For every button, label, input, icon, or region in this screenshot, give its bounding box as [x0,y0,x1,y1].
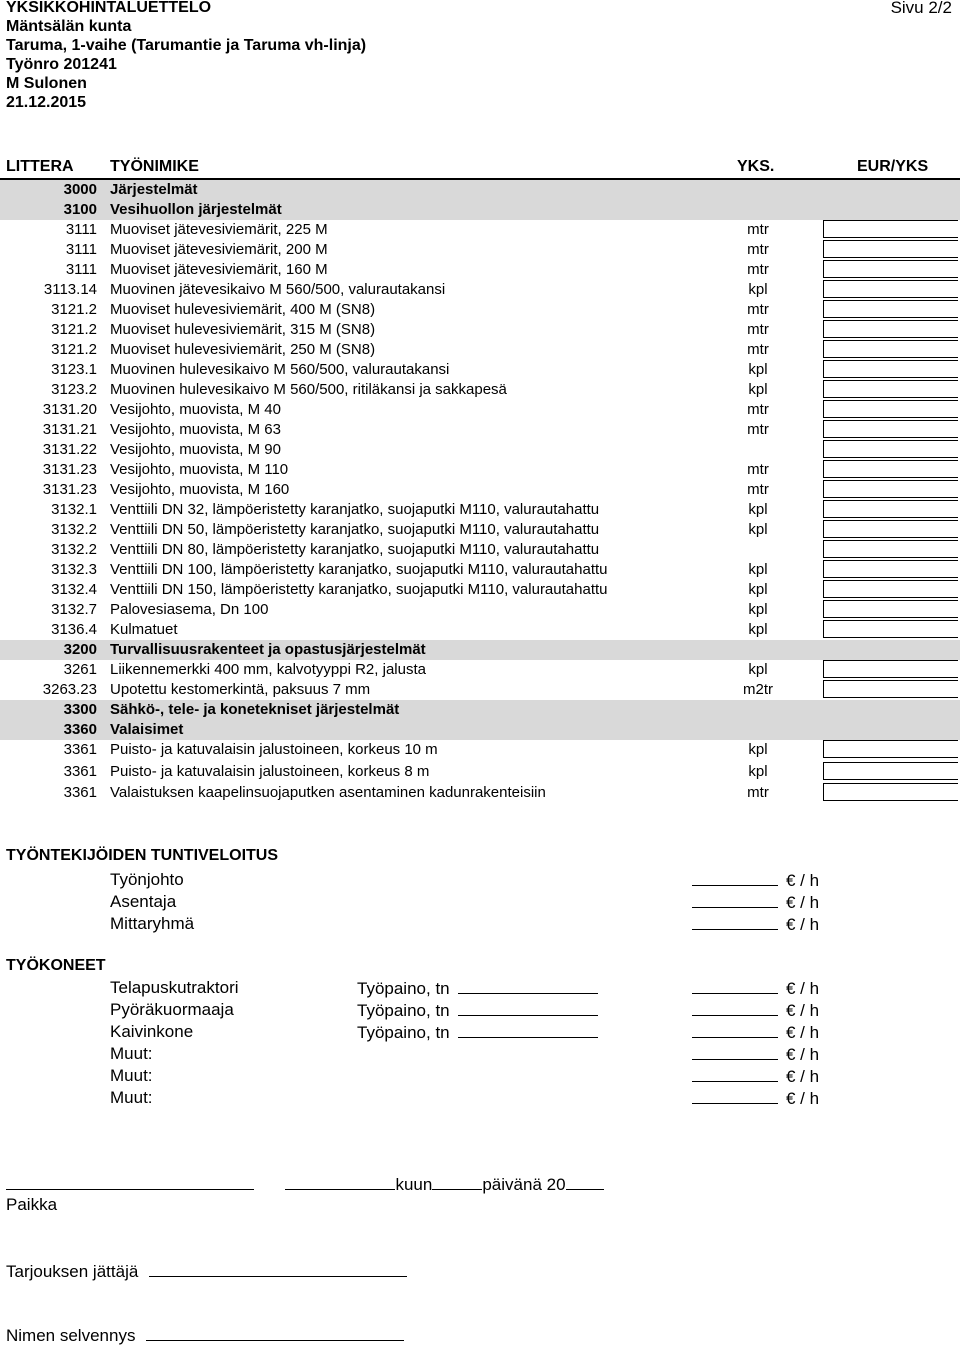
row-title: Vesihuollon järjestelmät [110,201,282,218]
labor-rate [692,914,819,935]
machine-item-label: Kaivinkone [110,1022,194,1041]
row-unit: kpl [748,361,768,378]
row-unit: mtr [747,401,769,418]
labor-section-title: TYÖNTEKIJÖIDEN TUNTIVELOITUS [6,847,279,864]
month-label: kuun [395,1175,433,1194]
row-unit: kpl [748,521,768,538]
table-row [0,580,960,600]
row-code: 3131.20 [42,401,97,418]
row-code: 3261 [63,661,97,678]
table-row [0,560,960,580]
unit-price-field[interactable] [823,280,958,298]
row-title: Muoviset hulevesiviemärit, 250 M (SN8) [110,341,376,358]
row-title: Vesijohto, muovista, M 110 [110,461,289,478]
row-title: Muoviset hulevesiviemärit, 315 M (SN8) [110,321,376,338]
unit-price-field[interactable] [823,420,958,438]
table-row [0,783,960,805]
row-title: Muovinen jätevesikaivo M 560/500, valurautakansi [110,281,446,298]
rate-unit: € / h [786,979,820,998]
machine-weight [357,978,598,999]
weight-label: Työpaino, tn [357,1001,450,1020]
row-title: Vesijohto, muovista, M 63 [110,421,281,438]
section-row [0,178,960,200]
row-code: 3131.23 [42,481,97,498]
job-number: Työnro 201241 [6,56,117,73]
page-number: Sivu 2/2 [890,0,952,17]
row-unit: kpl [748,501,768,518]
row-title: Vesijohto, muovista, M 40 [110,401,281,418]
row-code: 3132.2 [51,521,97,538]
row-unit: mtr [747,221,769,238]
row-code: 3132.2 [51,541,97,558]
row-code: 3111 [65,261,97,278]
row-code: 3000 [63,181,97,198]
row-code: 3123.2 [51,381,97,398]
row-code: 3361 [63,741,97,758]
column-header-unit: YKS. [737,158,775,175]
client-name: Mäntsälän kunta [6,18,132,35]
section-row [0,640,960,660]
row-unit: kpl [748,762,768,780]
row-unit: kpl [748,601,768,618]
rate-blank[interactable] [692,1066,778,1082]
unit-price-field[interactable] [823,400,958,418]
machine-item-label: Muut: [110,1088,153,1107]
machine-rate [692,1088,819,1109]
weight-blank[interactable] [458,1000,598,1016]
table-row [0,740,960,762]
table-row [0,680,960,700]
row-title: Järjestelmät [110,181,198,198]
table-row [0,400,960,420]
table-row [0,460,960,480]
row-title: Liikennemerkki 400 mm, kalvotyyppi R2, jalusta [110,661,426,678]
row-title: Vesijohto, muovista, M 90 [110,441,281,458]
row-code: 3121.2 [51,341,97,358]
table-row [0,540,960,560]
row-unit: mtr [747,321,769,338]
document-title: YKSIKKÖHINTALUETTELO [6,0,212,16]
table-row [0,480,960,500]
row-code: 3111 [65,241,97,258]
row-title: Kulmatuet [110,621,178,638]
row-code: 3113.14 [43,281,97,298]
machine-weight [357,1022,598,1043]
machine-rate [692,978,819,999]
labor-rate [692,870,819,891]
row-title: Muoviset jätevesiviemärit, 200 M [110,241,328,258]
column-header-title: TYÖNIMIKE [110,158,199,175]
name-line [6,1324,404,1346]
offerer-blank[interactable] [149,1260,407,1277]
month-blank[interactable] [432,1173,482,1190]
labor-item-label: Työnjohto [110,870,184,889]
table-row [0,500,960,520]
rate-blank[interactable] [692,870,778,886]
column-header-code: LITTERA [6,158,74,175]
table-row [0,340,960,360]
machine-weight [357,1000,598,1021]
table-row [0,280,960,300]
row-code: 3361 [63,784,97,801]
row-title: Valaisimet [110,721,184,738]
unit-price-field[interactable] [823,360,958,378]
weight-label: Työpaino, tn [357,1023,450,1042]
name-blank[interactable] [146,1324,404,1341]
row-unit: kpl [748,581,768,598]
row-unit: mtr [747,241,769,258]
row-code: 3121.2 [51,301,97,318]
row-code: 3200 [63,641,97,658]
project-name: Taruma, 1-vaihe (Tarumantie ja Taruma vh-linja) [6,37,367,54]
row-unit: mtr [747,481,769,498]
row-unit: m2tr [743,681,773,698]
unit-price-field[interactable] [823,480,958,498]
machine-rate [692,1066,819,1087]
machine-item-label: Telapuskutraktori [110,978,239,997]
rate-unit: € / h [786,1067,820,1086]
table-row [0,300,960,320]
row-title: Venttiili DN 80, lämpöeristetty karanjatko, suojaputki M110, valurautahattu [110,541,600,558]
place-label: Paikka [6,1195,58,1214]
weight-blank[interactable] [458,978,598,994]
rate-unit: € / h [786,915,820,934]
table-row [0,440,960,460]
row-title: Puisto- ja katuvalaisin jalustoineen, korkeus 10 m [110,741,438,758]
machine-rate [692,1000,819,1021]
section-row [0,200,960,220]
rate-blank[interactable] [692,914,778,930]
row-title: Palovesiasema, Dn 100 [110,601,269,618]
day-blank[interactable] [285,1173,395,1190]
column-header-price: EUR/YKS [857,158,929,175]
row-code: 3136.4 [51,621,97,638]
table-row [0,520,960,540]
unit-price-field[interactable] [823,440,958,458]
rate-blank[interactable] [692,978,778,994]
rate-blank[interactable] [692,1088,778,1104]
day-label: päivänä 20 [482,1175,566,1194]
row-unit: kpl [748,621,768,638]
row-code: 3360 [63,721,97,738]
machines-section-title: TYÖKONEET [6,957,106,974]
row-code: 3111 [65,221,97,238]
row-title: Muovinen hulevesikaivo M 560/500, valurautakansi [110,361,450,378]
unit-price-field[interactable] [823,300,958,318]
unit-price-field[interactable] [823,260,958,278]
row-code: 3132.4 [51,581,97,598]
table-row [0,762,960,784]
unit-price-field[interactable] [823,620,958,638]
rate-unit: € / h [786,871,820,890]
row-title: Muoviset jätevesiviemärit, 225 M [110,221,328,238]
unit-price-field[interactable] [823,220,958,238]
labor-item-label: Asentaja [110,892,177,911]
row-code: 3132.7 [51,601,97,618]
section-row [0,700,960,720]
rate-unit: € / h [786,1001,820,1020]
unit-price-field[interactable] [823,340,958,358]
rate-blank[interactable] [692,892,778,908]
row-title: Puisto- ja katuvalaisin jalustoineen, korkeus 8 m [110,762,430,780]
unit-price-field[interactable] [823,320,958,338]
rate-blank[interactable] [692,1000,778,1016]
table-row [0,360,960,380]
section-row [0,720,960,740]
row-unit: kpl [748,661,768,678]
name-label: Nimen selvennys [6,1326,136,1345]
table-row [0,260,960,280]
table-row [0,320,960,340]
unit-price-field[interactable] [823,560,958,578]
row-title: Turvallisuusrakenteet ja opastusjärjestelmät [110,641,426,658]
table-row [0,220,960,240]
unit-price-field[interactable] [823,460,958,478]
rate-blank[interactable] [692,1044,778,1060]
row-title: Muoviset jätevesiviemärit, 160 M [110,261,328,278]
document-date: 21.12.2015 [6,94,87,111]
table-row [0,420,960,440]
row-title: Muovinen hulevesikaivo M 560/500, ritiläkansi ja sakkapesä [110,381,507,398]
rate-blank[interactable] [692,1022,778,1038]
row-code: 3121.2 [51,321,97,338]
table-row [0,240,960,260]
table-header [0,158,960,178]
row-title: Venttiili DN 50, lämpöeristetty karanjatko, suojaputki M110, valurautahattu [110,521,600,538]
unit-price-field[interactable] [823,520,958,538]
row-unit: mtr [747,784,769,801]
row-unit: mtr [747,341,769,358]
row-code: 3132.3 [51,561,97,578]
row-code: 3131.21 [42,421,97,438]
table-row [0,380,960,400]
unit-price-field[interactable] [823,762,958,780]
rate-unit: € / h [786,1089,820,1108]
row-unit: kpl [748,561,768,578]
offerer-line [6,1260,407,1282]
table-row [0,660,960,680]
row-code: 3263.23 [42,681,97,698]
row-code: 3123.1 [51,361,97,378]
rate-unit: € / h [786,1023,820,1042]
row-unit: kpl [748,281,768,298]
table-row [0,600,960,620]
unit-price-field[interactable] [823,540,958,558]
unit-price-field[interactable] [823,380,958,398]
row-title: Venttiili DN 100, lämpöeristetty karanjatko, suojaputki M110, valurautahattu [110,561,608,578]
table-row [0,620,960,640]
year-blank[interactable] [566,1173,604,1190]
row-unit: mtr [747,421,769,438]
row-title: Venttiili DN 150, lämpöeristetty karanjatko, suojaputki M110, valurautahattu [110,581,608,598]
unit-price-field[interactable] [823,500,958,518]
place-blank[interactable] [6,1173,254,1190]
machine-rate [692,1022,819,1043]
author-name: M Sulonen [6,75,87,92]
row-unit: kpl [748,741,768,758]
row-title: Sähkö-, tele- ja konetekniset järjestelmät [110,701,400,718]
row-title: Valaistuksen kaapelinsuojaputken asentaminen kadunrakenteisiin [110,784,546,801]
machine-item-label: Pyöräkuormaaja [110,1000,234,1019]
machine-item-label: Muut: [110,1066,153,1085]
weight-blank[interactable] [458,1022,598,1038]
row-title: Upotettu kestomerkintä, paksuus 7 mm [110,681,371,698]
row-code: 3131.22 [42,441,97,458]
machine-item-label: Muut: [110,1044,153,1063]
labor-item-label: Mittaryhmä [110,914,195,933]
machine-rate [692,1044,819,1065]
row-title: Venttiili DN 32, lämpöeristetty karanjatko, suojaputki M110, valurautahattu [110,501,600,518]
row-code: 3361 [63,762,97,780]
row-unit: kpl [748,381,768,398]
rate-unit: € / h [786,1045,820,1064]
weight-label: Työpaino, tn [357,979,450,998]
labor-rate [692,892,819,913]
unit-price-field[interactable] [823,740,958,758]
unit-price-field[interactable] [823,240,958,258]
document-header [6,0,366,112]
row-title: Vesijohto, muovista, M 160 [110,481,290,498]
rate-unit: € / h [786,893,820,912]
row-unit: mtr [747,461,769,478]
row-code: 3300 [63,701,97,718]
unit-price-field[interactable] [823,660,958,678]
unit-price-field[interactable] [823,600,958,618]
unit-price-field[interactable] [823,580,958,598]
place-date-line [6,1173,604,1195]
price-table [0,178,960,805]
row-code: 3132.1 [51,501,97,518]
row-code: 3131.23 [42,461,97,478]
row-code: 3100 [63,201,97,218]
offerer-label: Tarjouksen jättäjä [6,1262,139,1281]
unit-price-field[interactable] [823,783,958,801]
unit-price-field[interactable] [823,680,958,698]
row-unit: mtr [747,301,769,318]
row-unit: mtr [747,261,769,278]
row-title: Muoviset hulevesiviemärit, 400 M (SN8) [110,301,376,318]
